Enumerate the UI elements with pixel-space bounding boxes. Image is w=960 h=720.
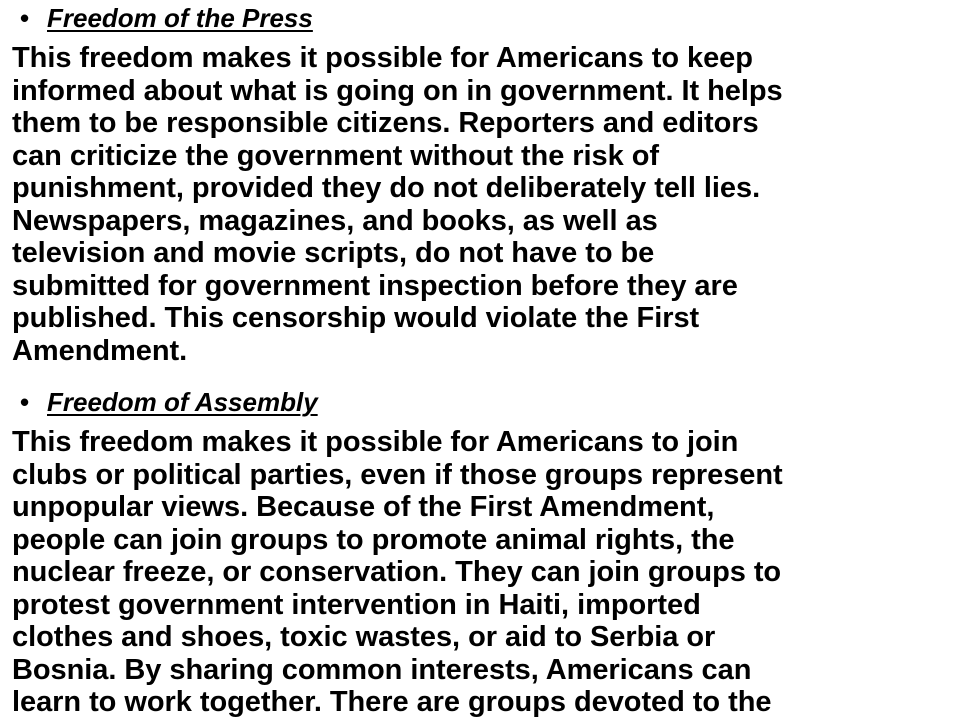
bullet-icon: •: [20, 387, 30, 417]
paragraph-line: published. This censorship would violate the First: [12, 302, 700, 334]
paragraph-line: informed about what is going on in government. It helps: [12, 74, 783, 107]
paragraph-line: nuclear freeze, or conservation. They can join groups to: [12, 556, 782, 588]
paragraph-line: people can join groups to promote animal rights, the: [12, 523, 735, 556]
paragraph-freedom-of-assembly: [12, 426, 947, 719]
paragraph-freedom-of-press: [12, 42, 947, 367]
paragraph-line: clothes and shoes, toxic wastes, or aid to Serbia or: [12, 621, 716, 653]
paragraph-line: Bosnia. By sharing common interests, Americans can: [12, 653, 752, 686]
paragraph-line: can criticize the government without the risk of: [12, 139, 659, 172]
paragraph-line: unpopular views. Because of the First Amendment,: [12, 491, 715, 523]
paragraph-line: clubs or political parties, even if those groups represent: [12, 458, 783, 491]
paragraph-line: punishment, provided they do not deliberately tell lies.: [12, 172, 761, 204]
paragraph-line: television and movie scripts, do not have to be: [12, 237, 655, 269]
paragraph-line: Amendment.: [12, 334, 188, 367]
paragraph-line: submitted for government inspection before they are: [12, 269, 738, 302]
bullet-icon: •: [20, 3, 30, 33]
paragraph-line: This freedom makes it possible for Americans to keep: [12, 42, 753, 74]
paragraph-line: learn to work together. There are groups devoted to the: [12, 686, 772, 718]
paragraph-line: This freedom makes it possible for Americans to join: [12, 426, 739, 458]
paragraph-line: protest government intervention in Haiti, imported: [12, 588, 701, 621]
section-heading-press: [20, 2, 313, 34]
paragraph-line: them to be responsible citizens. Reporters and editors: [12, 107, 759, 139]
paragraph-line: Newspapers, magazines, and books, as well as: [12, 204, 658, 237]
heading-freedom-of-press: Freedom of the Press: [47, 3, 313, 33]
section-heading-assembly: [20, 386, 318, 418]
heading-freedom-of-assembly: Freedom of Assembly: [47, 387, 318, 417]
